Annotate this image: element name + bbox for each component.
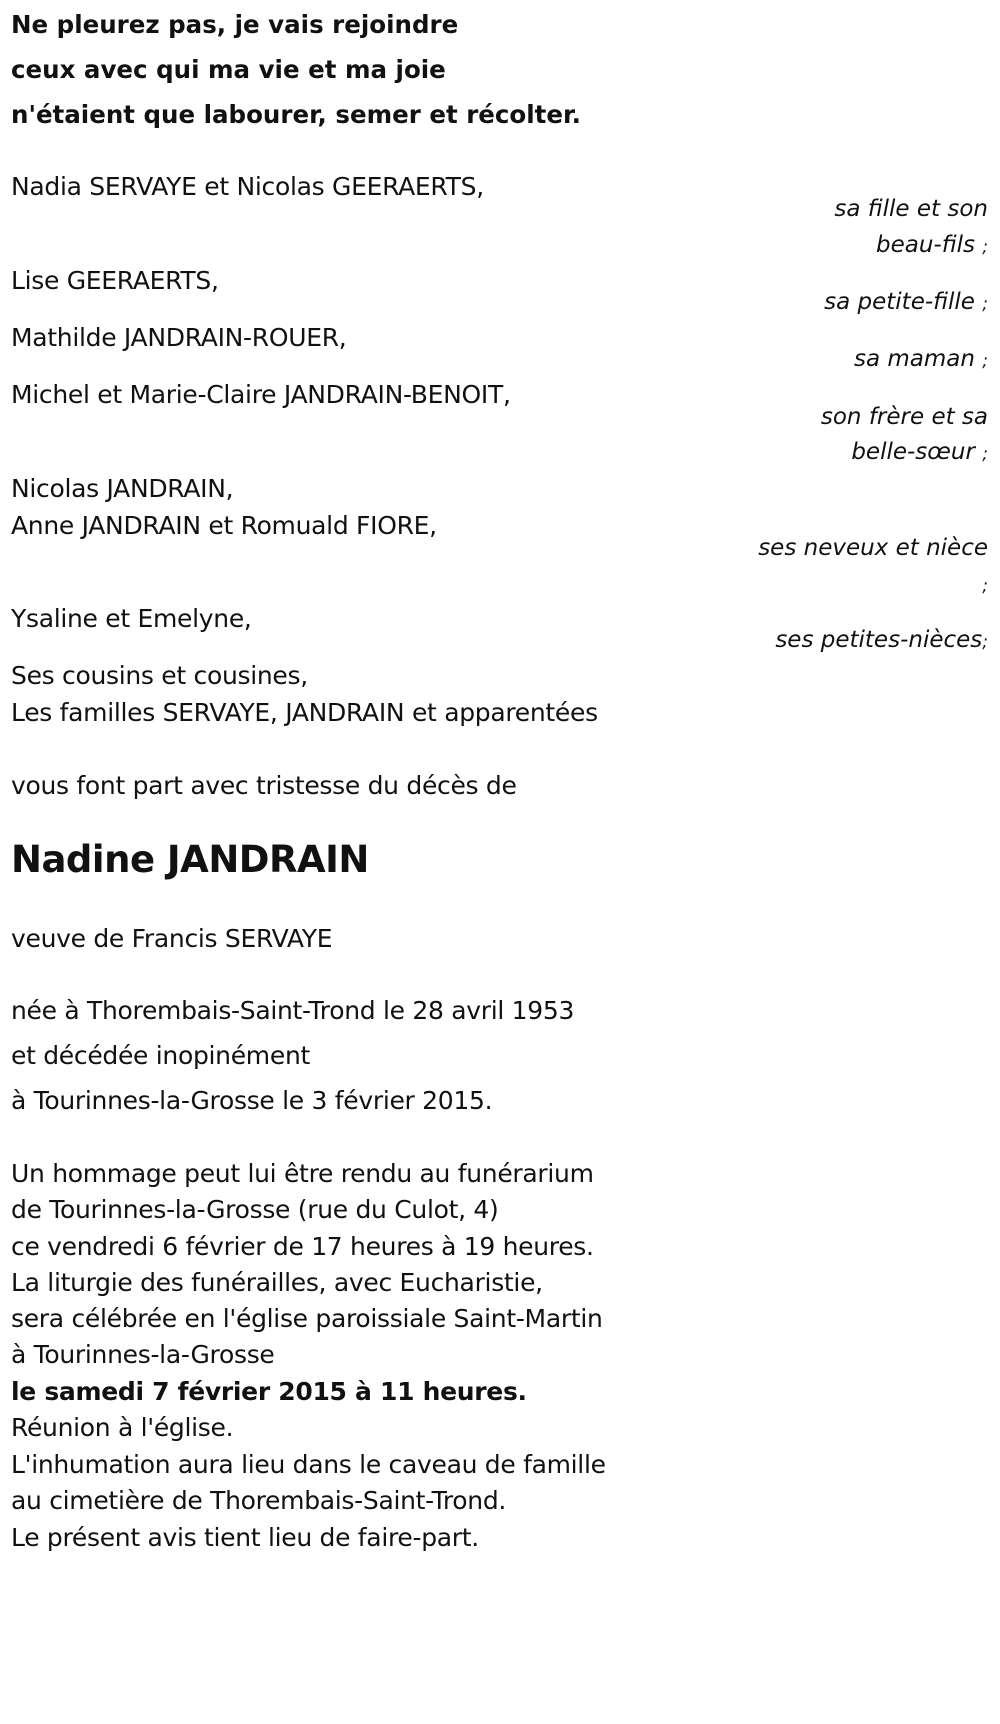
deceased-name: Nadine JANDRAIN — [11, 838, 369, 881]
arrangement-line: au cimetière de Thorembais-Saint-Trond. — [11, 1486, 507, 1515]
family-relation: sa maman ; — [853, 346, 988, 372]
arrangement-line: Un hommage peut lui être rendu au funérarium — [11, 1159, 594, 1188]
funeral-date-highlight: le samedi 7 février 2015 à 11 heures. — [11, 1377, 527, 1406]
arrangement-line: L'inhumation aura lieu dans le caveau de famille — [11, 1450, 606, 1479]
arrangement-line: Le présent avis tient lieu de faire-part. — [11, 1523, 479, 1552]
family-member-names: Ysaline et Emelyne, — [11, 604, 252, 633]
family-relation: son frère et sa — [820, 404, 988, 430]
arrangement-line: à Tourinnes-la-Grosse — [11, 1340, 275, 1369]
death-info: à Tourinnes-la-Grosse le 3 février 2015. — [11, 1086, 493, 1115]
arrangement-line: ce vendredi 6 février de 17 heures à 19 heures. — [11, 1232, 594, 1261]
family-relation: sa petite-fille ; — [824, 289, 988, 315]
arrangement-line: sera célébrée en l'église paroissiale Saint-Martin — [11, 1304, 603, 1333]
arrangement-line: de Tourinnes-la-Grosse (rue du Culot, 4) — [11, 1195, 499, 1224]
family-relation: ses petites-nièces; — [775, 627, 988, 653]
birth-info: née à Thorembais-Saint-Trond le 28 avril 1953 — [11, 996, 575, 1025]
death-info: et décédée inopinément — [11, 1041, 310, 1070]
family-relation: belle-sœur ; — [851, 439, 988, 465]
extended-family-line: Les familles SERVAYE, JANDRAIN et apparentées — [11, 698, 598, 727]
poem-line: n'étaient que labourer, semer et récolter. — [11, 100, 581, 129]
announcement-text: vous font part avec tristesse du décès de — [11, 771, 517, 800]
family-member-names: Nadia SERVAYE et Nicolas GEERAERTS, — [11, 172, 484, 201]
family-relation: sa fille et son — [834, 196, 988, 222]
poem-line: ceux avec qui ma vie et ma joie — [11, 55, 446, 84]
family-relation: ses neveux et nièce — [758, 535, 988, 561]
arrangement-line: La liturgie des funérailles, avec Eucharistie, — [11, 1268, 543, 1297]
extended-family-line: Ses cousins et cousines, — [11, 661, 308, 690]
widow-of: veuve de Francis SERVAYE — [11, 924, 333, 953]
family-member-names: Lise GEERAERTS, — [11, 266, 219, 295]
family-relation-separator: ; — [982, 576, 988, 596]
family-member-names: Michel et Marie-Claire JANDRAIN-BENOIT, — [11, 380, 511, 409]
family-relation: beau-fils ; — [876, 232, 988, 258]
family-member-names: Nicolas JANDRAIN, — [11, 474, 234, 503]
family-member-names: Anne JANDRAIN et Romuald FIORE, — [11, 511, 437, 540]
family-member-names: Mathilde JANDRAIN-ROUER, — [11, 323, 347, 352]
poem-line: Ne pleurez pas, je vais rejoindre — [11, 10, 459, 39]
arrangement-line: Réunion à l'église. — [11, 1413, 234, 1442]
